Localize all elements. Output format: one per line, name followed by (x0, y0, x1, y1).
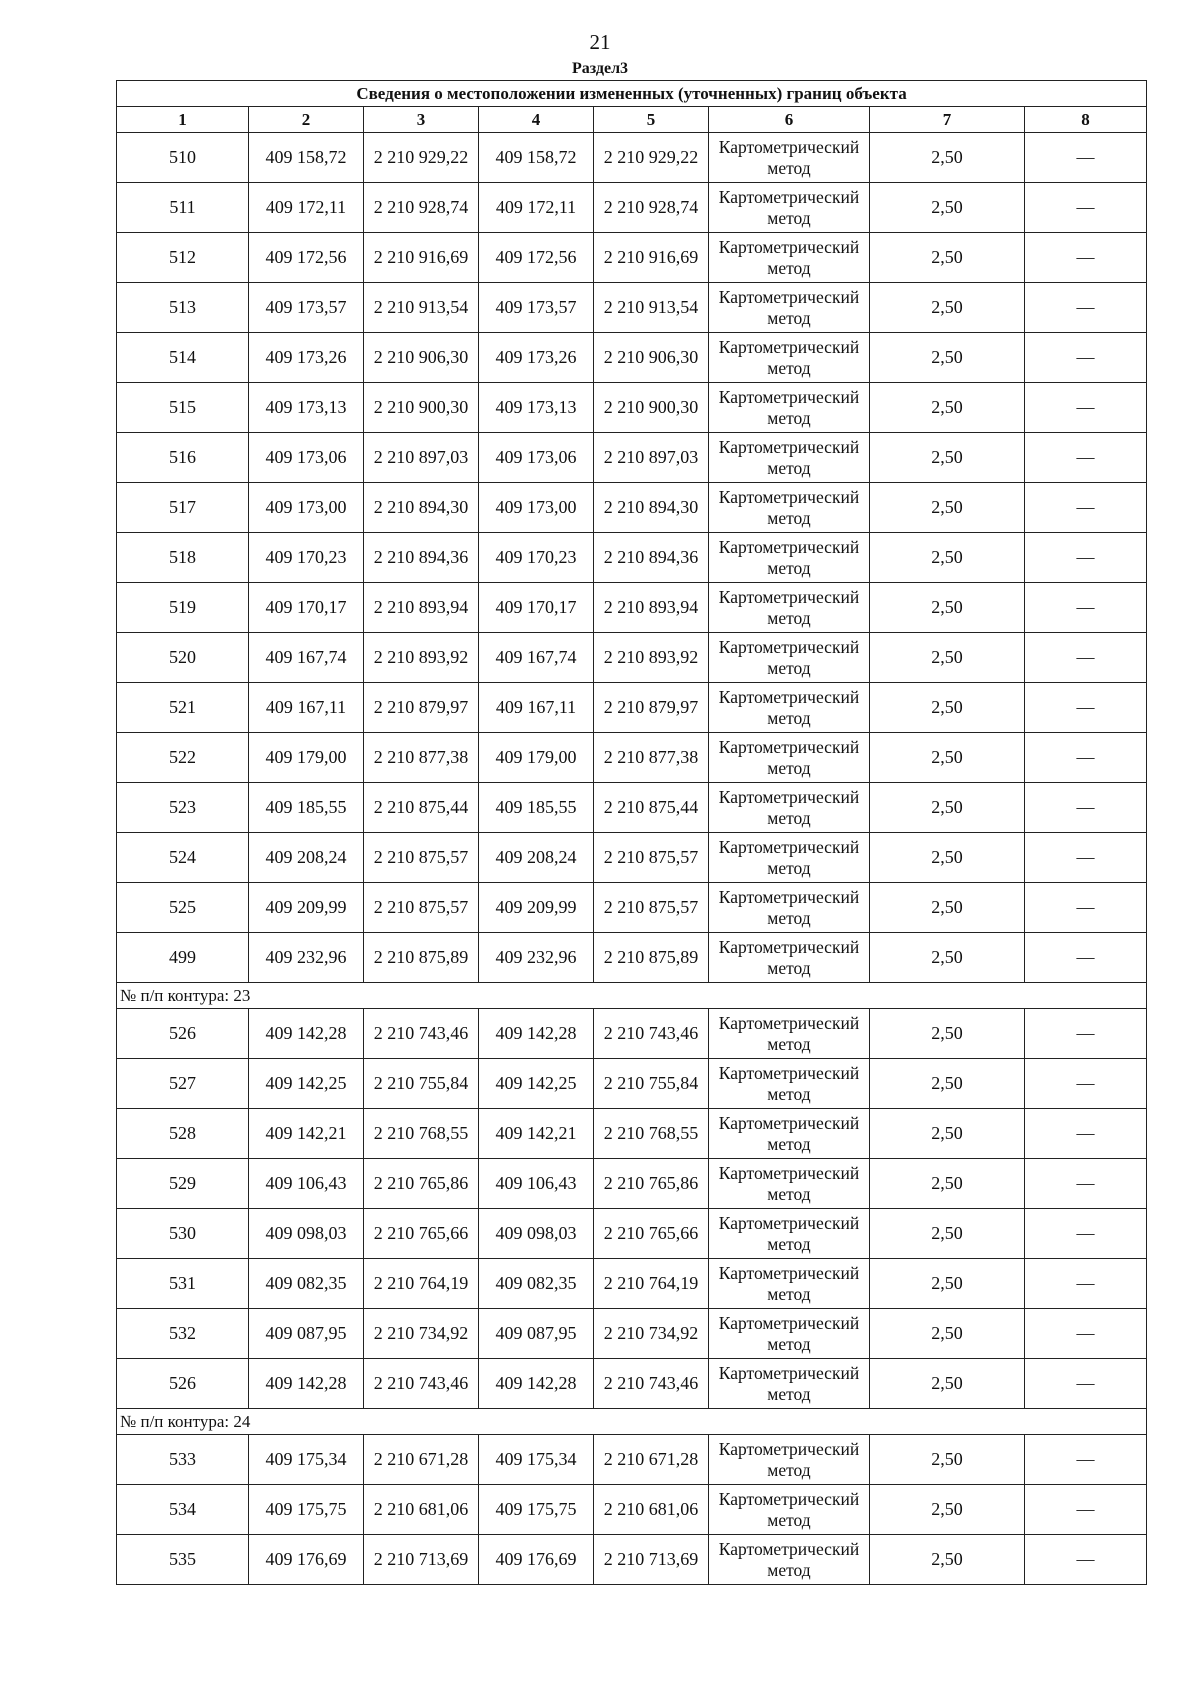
y-new-cell: 2 210 877,38 (594, 733, 709, 783)
description-cell: — (1025, 633, 1147, 683)
y-new-cell: 2 210 765,66 (594, 1209, 709, 1259)
determination-method-cell: Картометрический метод (709, 883, 870, 933)
x-new-cell: 409 142,28 (479, 1009, 594, 1059)
determination-method-cell: Картометрический метод (709, 533, 870, 583)
table-row (117, 183, 1147, 233)
accuracy-cell: 2,50 (870, 1485, 1025, 1535)
x-new-cell: 409 179,00 (479, 733, 594, 783)
y-existing-cell: 2 210 894,36 (364, 533, 479, 583)
description-cell: — (1025, 1209, 1147, 1259)
y-existing-cell: 2 210 894,30 (364, 483, 479, 533)
x-existing-cell: 409 173,13 (249, 383, 364, 433)
accuracy-cell: 2,50 (870, 1059, 1025, 1109)
table-row (117, 383, 1147, 433)
determination-method-cell: Картометрический метод (709, 333, 870, 383)
x-new-cell: 409 170,17 (479, 583, 594, 633)
description-cell: — (1025, 1259, 1147, 1309)
point-number-cell: 519 (117, 583, 249, 633)
description-cell: — (1025, 283, 1147, 333)
x-existing-cell: 409 173,57 (249, 283, 364, 333)
y-new-cell: 2 210 875,89 (594, 933, 709, 983)
accuracy-cell: 2,50 (870, 783, 1025, 833)
table-row (117, 1059, 1147, 1109)
determination-method-cell: Картометрический метод (709, 1535, 870, 1585)
x-new-cell: 409 142,21 (479, 1109, 594, 1159)
y-new-cell: 2 210 875,44 (594, 783, 709, 833)
accuracy-cell: 2,50 (870, 283, 1025, 333)
point-number-cell: 525 (117, 883, 249, 933)
x-new-cell: 409 173,06 (479, 433, 594, 483)
x-new-cell: 409 173,26 (479, 333, 594, 383)
accuracy-cell: 2,50 (870, 1309, 1025, 1359)
x-new-cell: 409 098,03 (479, 1209, 594, 1259)
accuracy-cell: 2,50 (870, 1535, 1025, 1585)
table-row (117, 1209, 1147, 1259)
accuracy-cell: 2,50 (870, 133, 1025, 183)
boundary-points-table (116, 80, 1147, 1585)
contour-row (117, 1409, 1147, 1435)
x-existing-cell: 409 082,35 (249, 1259, 364, 1309)
accuracy-cell: 2,50 (870, 883, 1025, 933)
point-number-cell: 499 (117, 933, 249, 983)
table-row (117, 283, 1147, 333)
table-row (117, 533, 1147, 583)
description-cell: — (1025, 1109, 1147, 1159)
description-cell: — (1025, 183, 1147, 233)
table-row (117, 233, 1147, 283)
description-cell: — (1025, 733, 1147, 783)
x-new-cell: 409 167,74 (479, 633, 594, 683)
point-number-cell: 532 (117, 1309, 249, 1359)
accuracy-cell: 2,50 (870, 1435, 1025, 1485)
x-existing-cell: 409 167,11 (249, 683, 364, 733)
contour-number: 24 (233, 1411, 251, 1431)
contour-label-prefix: № п/п контура: (120, 985, 230, 1005)
y-new-cell: 2 210 894,30 (594, 483, 709, 533)
table-row (117, 883, 1147, 933)
x-new-cell: 409 173,57 (479, 283, 594, 333)
determination-method-cell: Картометрический метод (709, 1309, 870, 1359)
table-row (117, 1109, 1147, 1159)
determination-method-cell: Картометрический метод (709, 1109, 870, 1159)
description-cell: — (1025, 1535, 1147, 1585)
y-existing-cell: 2 210 906,30 (364, 333, 479, 383)
table-caption: Сведения о местоположении измененных (уточненных) границ объекта (117, 81, 1147, 107)
y-new-cell: 2 210 765,86 (594, 1159, 709, 1209)
x-existing-cell: 409 173,00 (249, 483, 364, 533)
y-existing-cell: 2 210 916,69 (364, 233, 479, 283)
y-new-cell: 2 210 875,57 (594, 883, 709, 933)
y-new-cell: 2 210 875,57 (594, 833, 709, 883)
x-existing-cell: 409 176,69 (249, 1535, 364, 1585)
x-new-cell: 409 208,24 (479, 833, 594, 883)
point-number-cell: 520 (117, 633, 249, 683)
determination-method-cell: Картометрический метод (709, 1059, 870, 1109)
x-new-cell: 409 142,25 (479, 1059, 594, 1109)
y-new-cell: 2 210 681,06 (594, 1485, 709, 1535)
contour-label (117, 1409, 1147, 1435)
column-number: 2 (249, 107, 364, 133)
accuracy-cell: 2,50 (870, 1209, 1025, 1259)
y-existing-cell: 2 210 768,55 (364, 1109, 479, 1159)
determination-method-cell: Картометрический метод (709, 233, 870, 283)
table-body (117, 133, 1147, 1585)
accuracy-cell: 2,50 (870, 233, 1025, 283)
table-row (117, 1359, 1147, 1409)
description-cell: — (1025, 933, 1147, 983)
y-new-cell: 2 210 913,54 (594, 283, 709, 333)
determination-method-cell: Картометрический метод (709, 183, 870, 233)
description-cell: — (1025, 1159, 1147, 1209)
y-existing-cell: 2 210 671,28 (364, 1435, 479, 1485)
y-new-cell: 2 210 879,97 (594, 683, 709, 733)
x-existing-cell: 409 167,74 (249, 633, 364, 683)
x-existing-cell: 409 173,26 (249, 333, 364, 383)
accuracy-cell: 2,50 (870, 483, 1025, 533)
x-existing-cell: 409 185,55 (249, 783, 364, 833)
accuracy-cell: 2,50 (870, 433, 1025, 483)
table-row (117, 1309, 1147, 1359)
x-new-cell: 409 232,96 (479, 933, 594, 983)
determination-method-cell: Картометрический метод (709, 433, 870, 483)
table-row (117, 1535, 1147, 1585)
y-existing-cell: 2 210 929,22 (364, 133, 479, 183)
column-number: 6 (709, 107, 870, 133)
accuracy-cell: 2,50 (870, 583, 1025, 633)
y-new-cell: 2 210 894,36 (594, 533, 709, 583)
x-new-cell: 409 158,72 (479, 133, 594, 183)
description-cell: — (1025, 883, 1147, 933)
x-new-cell: 409 106,43 (479, 1159, 594, 1209)
determination-method-cell: Картометрический метод (709, 1259, 870, 1309)
x-new-cell: 409 142,28 (479, 1359, 594, 1409)
table-row (117, 483, 1147, 533)
point-number-cell: 513 (117, 283, 249, 333)
x-new-cell: 409 173,00 (479, 483, 594, 533)
accuracy-cell: 2,50 (870, 833, 1025, 883)
description-cell: — (1025, 833, 1147, 883)
y-existing-cell: 2 210 897,03 (364, 433, 479, 483)
point-number-cell: 531 (117, 1259, 249, 1309)
accuracy-cell: 2,50 (870, 733, 1025, 783)
y-new-cell: 2 210 929,22 (594, 133, 709, 183)
description-cell: — (1025, 1435, 1147, 1485)
point-number-cell: 522 (117, 733, 249, 783)
point-number-cell: 514 (117, 333, 249, 383)
x-new-cell: 409 172,56 (479, 233, 594, 283)
x-existing-cell: 409 142,28 (249, 1359, 364, 1409)
table-row (117, 933, 1147, 983)
x-new-cell: 409 087,95 (479, 1309, 594, 1359)
determination-method-cell: Картометрический метод (709, 1359, 870, 1409)
description-cell: — (1025, 433, 1147, 483)
contour-row (117, 983, 1147, 1009)
x-existing-cell: 409 175,34 (249, 1435, 364, 1485)
y-new-cell: 2 210 900,30 (594, 383, 709, 433)
x-existing-cell: 409 142,28 (249, 1009, 364, 1059)
accuracy-cell: 2,50 (870, 1259, 1025, 1309)
y-existing-cell: 2 210 681,06 (364, 1485, 479, 1535)
accuracy-cell: 2,50 (870, 633, 1025, 683)
y-new-cell: 2 210 743,46 (594, 1009, 709, 1059)
table-row (117, 1009, 1147, 1059)
point-number-cell: 530 (117, 1209, 249, 1259)
determination-method-cell: Картометрический метод (709, 633, 870, 683)
y-new-cell: 2 210 893,92 (594, 633, 709, 683)
y-existing-cell: 2 210 913,54 (364, 283, 479, 333)
y-new-cell: 2 210 906,30 (594, 333, 709, 383)
description-cell: — (1025, 1485, 1147, 1535)
y-new-cell: 2 210 897,03 (594, 433, 709, 483)
point-number-cell: 512 (117, 233, 249, 283)
table-row (117, 1435, 1147, 1485)
y-new-cell: 2 210 734,92 (594, 1309, 709, 1359)
determination-method-cell: Картометрический метод (709, 1009, 870, 1059)
y-existing-cell: 2 210 734,92 (364, 1309, 479, 1359)
x-new-cell: 409 185,55 (479, 783, 594, 833)
y-existing-cell: 2 210 713,69 (364, 1535, 479, 1585)
point-number-cell: 534 (117, 1485, 249, 1535)
table-row (117, 583, 1147, 633)
determination-method-cell: Картометрический метод (709, 283, 870, 333)
x-existing-cell: 409 170,23 (249, 533, 364, 583)
y-new-cell: 2 210 928,74 (594, 183, 709, 233)
determination-method-cell: Картометрический метод (709, 1485, 870, 1535)
y-new-cell: 2 210 893,94 (594, 583, 709, 633)
table-row (117, 1259, 1147, 1309)
table-row (117, 733, 1147, 783)
column-number: 5 (594, 107, 709, 133)
x-new-cell: 409 172,11 (479, 183, 594, 233)
x-existing-cell: 409 106,43 (249, 1159, 364, 1209)
y-existing-cell: 2 210 875,89 (364, 933, 479, 983)
x-new-cell: 409 175,75 (479, 1485, 594, 1535)
description-cell: — (1025, 383, 1147, 433)
point-number-cell: 524 (117, 833, 249, 883)
x-existing-cell: 409 170,17 (249, 583, 364, 633)
determination-method-cell: Картометрический метод (709, 133, 870, 183)
description-cell: — (1025, 1009, 1147, 1059)
table-row (117, 1485, 1147, 1535)
description-cell: — (1025, 783, 1147, 833)
y-new-cell: 2 210 755,84 (594, 1059, 709, 1109)
description-cell: — (1025, 333, 1147, 383)
x-existing-cell: 409 175,75 (249, 1485, 364, 1535)
description-cell: — (1025, 583, 1147, 633)
description-cell: — (1025, 133, 1147, 183)
y-existing-cell: 2 210 743,46 (364, 1009, 479, 1059)
point-number-cell: 516 (117, 433, 249, 483)
y-existing-cell: 2 210 755,84 (364, 1059, 479, 1109)
contour-label (117, 983, 1147, 1009)
y-new-cell: 2 210 916,69 (594, 233, 709, 283)
y-existing-cell: 2 210 893,92 (364, 633, 479, 683)
determination-method-cell: Картометрический метод (709, 383, 870, 433)
y-existing-cell: 2 210 875,57 (364, 833, 479, 883)
point-number-cell: 515 (117, 383, 249, 433)
accuracy-cell: 2,50 (870, 1359, 1025, 1409)
table-row (117, 1159, 1147, 1209)
x-new-cell: 409 170,23 (479, 533, 594, 583)
table-row (117, 433, 1147, 483)
y-existing-cell: 2 210 879,97 (364, 683, 479, 733)
page-number: 21 (589, 30, 611, 54)
x-existing-cell: 409 172,11 (249, 183, 364, 233)
determination-method-cell: Картометрический метод (709, 483, 870, 533)
x-existing-cell: 409 173,06 (249, 433, 364, 483)
table-row (117, 333, 1147, 383)
accuracy-cell: 2,50 (870, 1009, 1025, 1059)
point-number-cell: 510 (117, 133, 249, 183)
point-number-cell: 518 (117, 533, 249, 583)
description-cell: — (1025, 683, 1147, 733)
x-new-cell: 409 175,34 (479, 1435, 594, 1485)
x-existing-cell: 409 158,72 (249, 133, 364, 183)
point-number-cell: 526 (117, 1009, 249, 1059)
x-existing-cell: 409 172,56 (249, 233, 364, 283)
point-number-cell: 517 (117, 483, 249, 533)
accuracy-cell: 2,50 (870, 683, 1025, 733)
y-existing-cell: 2 210 928,74 (364, 183, 479, 233)
column-number: 7 (870, 107, 1025, 133)
determination-method-cell: Картометрический метод (709, 933, 870, 983)
x-existing-cell: 409 142,21 (249, 1109, 364, 1159)
x-new-cell: 409 173,13 (479, 383, 594, 433)
determination-method-cell: Картометрический метод (709, 1435, 870, 1485)
x-existing-cell: 409 208,24 (249, 833, 364, 883)
accuracy-cell: 2,50 (870, 933, 1025, 983)
x-existing-cell: 409 232,96 (249, 933, 364, 983)
determination-method-cell: Картометрический метод (709, 1159, 870, 1209)
y-existing-cell: 2 210 743,46 (364, 1359, 479, 1409)
accuracy-cell: 2,50 (870, 183, 1025, 233)
x-existing-cell: 409 087,95 (249, 1309, 364, 1359)
point-number-cell: 533 (117, 1435, 249, 1485)
description-cell: — (1025, 1059, 1147, 1109)
x-new-cell: 409 082,35 (479, 1259, 594, 1309)
y-existing-cell: 2 210 877,38 (364, 733, 479, 783)
point-number-cell: 526 (117, 1359, 249, 1409)
y-new-cell: 2 210 671,28 (594, 1435, 709, 1485)
column-number: 4 (479, 107, 594, 133)
y-new-cell: 2 210 768,55 (594, 1109, 709, 1159)
contour-label-prefix: № п/п контура: (120, 1411, 230, 1431)
x-new-cell: 409 167,11 (479, 683, 594, 733)
table-row (117, 133, 1147, 183)
y-existing-cell: 2 210 875,44 (364, 783, 479, 833)
x-existing-cell: 409 098,03 (249, 1209, 364, 1259)
description-cell: — (1025, 233, 1147, 283)
contour-number: 23 (233, 985, 251, 1005)
y-existing-cell: 2 210 900,30 (364, 383, 479, 433)
accuracy-cell: 2,50 (870, 533, 1025, 583)
point-number-cell: 535 (117, 1535, 249, 1585)
table-row (117, 833, 1147, 883)
accuracy-cell: 2,50 (870, 1109, 1025, 1159)
determination-method-cell: Картометрический метод (709, 683, 870, 733)
x-new-cell: 409 176,69 (479, 1535, 594, 1585)
description-cell: — (1025, 483, 1147, 533)
table-row (117, 783, 1147, 833)
accuracy-cell: 2,50 (870, 383, 1025, 433)
y-existing-cell: 2 210 765,66 (364, 1209, 479, 1259)
determination-method-cell: Картометрический метод (709, 733, 870, 783)
y-existing-cell: 2 210 893,94 (364, 583, 479, 633)
x-existing-cell: 409 179,00 (249, 733, 364, 783)
description-cell: — (1025, 1359, 1147, 1409)
x-existing-cell: 409 142,25 (249, 1059, 364, 1109)
accuracy-cell: 2,50 (870, 333, 1025, 383)
point-number-cell: 523 (117, 783, 249, 833)
y-existing-cell: 2 210 764,19 (364, 1259, 479, 1309)
table-row (117, 633, 1147, 683)
x-new-cell: 409 209,99 (479, 883, 594, 933)
determination-method-cell: Картометрический метод (709, 583, 870, 633)
column-number: 8 (1025, 107, 1147, 133)
point-number-cell: 521 (117, 683, 249, 733)
determination-method-cell: Картометрический метод (709, 1209, 870, 1259)
x-existing-cell: 409 209,99 (249, 883, 364, 933)
y-new-cell: 2 210 743,46 (594, 1359, 709, 1409)
description-cell: — (1025, 1309, 1147, 1359)
column-number-row (117, 107, 1147, 133)
y-existing-cell: 2 210 765,86 (364, 1159, 479, 1209)
description-cell: — (1025, 533, 1147, 583)
point-number-cell: 529 (117, 1159, 249, 1209)
column-number: 3 (364, 107, 479, 133)
y-new-cell: 2 210 713,69 (594, 1535, 709, 1585)
column-number: 1 (117, 107, 249, 133)
point-number-cell: 511 (117, 183, 249, 233)
accuracy-cell: 2,50 (870, 1159, 1025, 1209)
table-row (117, 683, 1147, 733)
point-number-cell: 528 (117, 1109, 249, 1159)
section-title: Раздел3 (571, 60, 629, 77)
determination-method-cell: Картометрический метод (709, 833, 870, 883)
y-existing-cell: 2 210 875,57 (364, 883, 479, 933)
y-new-cell: 2 210 764,19 (594, 1259, 709, 1309)
point-number-cell: 527 (117, 1059, 249, 1109)
determination-method-cell: Картометрический метод (709, 783, 870, 833)
